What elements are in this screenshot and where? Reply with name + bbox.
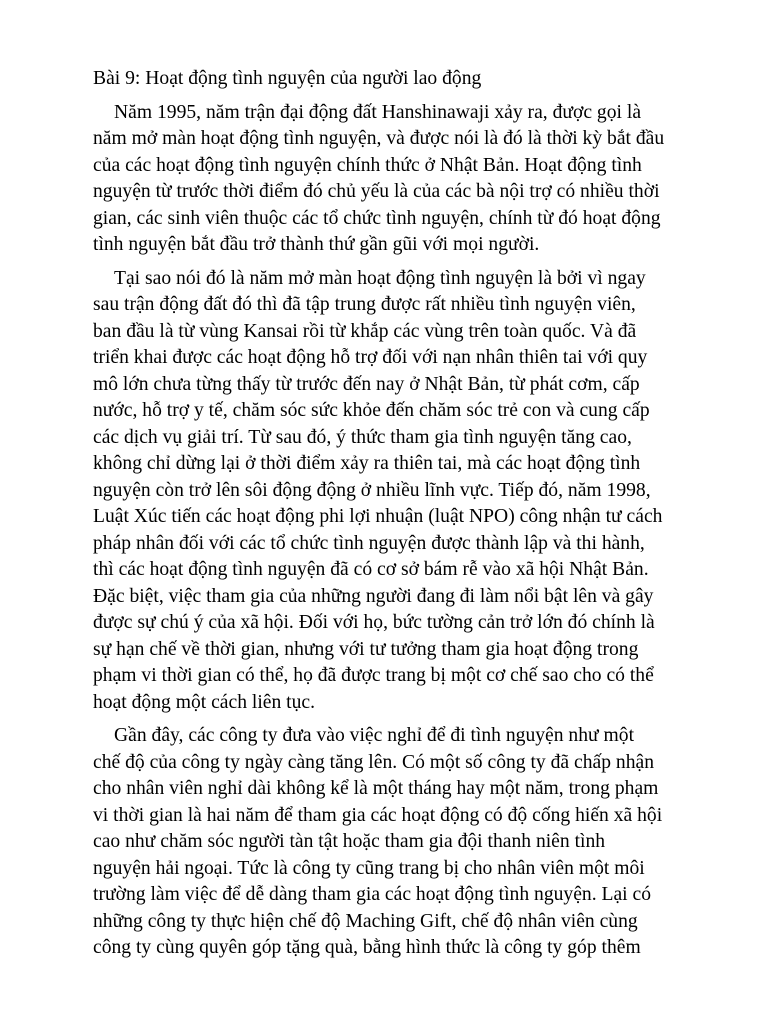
paragraph-3: Gần đây, các công ty đưa vào việc nghỉ để đi tình nguyện như một chế độ của công ty ngày càng tăng lên. Có một số công ty đã chấp nhận cho nhân viên nghỉ dài không kể là một tháng hay một năm, trong phạm vi thời gian là hai năm để tham gia các hoạt động có độ cống hiến xã hội cao như chăm sóc người tàn tật hoặc tham gia đội thanh niên tình nguyện hải ngoại. Tức là công ty cũng trang bị cho nhân viên một môi trường làm việc để dễ dàng tham gia các hoạt động tình nguyện. Lại có những công ty thực hiện chế độ Maching Gift, chế độ nhân viên cùng công ty cùng quyên góp tặng quà, bằng hình thức là công ty góp thêm	[93, 725, 663, 958]
paragraph-1: Năm 1995, năm trận đại động đất Hanshinawaji xảy ra, được gọi là năm mở màn hoạt động tình nguyện, và được nói là đó là thời kỳ bắt đầu của các hoạt động tình nguyện chính thức ở Nhật Bản. Hoạt động tình nguyện từ trước thời điểm đó chủ yếu là của các bà nội trợ có nhiều thời gian, các sinh viên thuộc các tổ chức tình nguyện, chính từ đó hoạt động tình nguyện bắt đầu trở thành thứ gần gũi với mọi người.	[93, 101, 665, 255]
document-title: Bài 9: Hoạt động tình nguyện của người lao động	[93, 68, 482, 89]
paragraph-2: Tại sao nói đó là năm mở màn hoạt động tình nguyện là bởi vì ngay sau trận động đất đó thì đã tập trung được rất nhiều tình nguyện viên, ban đầu là từ vùng Kansai rồi từ khắp các vùng trên toàn quốc. Và đã triển khai được các hoạt động hỗ trợ đối với nạn nhân thiên tai với quy mô lớn chưa từng thấy từ trước đến nay ở Nhật Bản, từ phát cơm, cấp nước, hỗ trợ y tế, chăm sóc sức khỏe đến chăm sóc trẻ con và cung cấp các dịch vụ giải trí. Từ sau đó, ý thức tham gia tình nguyện tăng cao, không chỉ dừng lại ở thời điểm xảy ra thiên tai, mà các hoạt động tình nguyện còn trở lên sôi động động ở nhiều lĩnh vực. Tiếp đó, năm 1998, Luật Xúc tiến các hoạt động phi lợi nhuận (luật NPO) công nhận tư cách pháp nhân đối với các tổ chức tình nguyện được thành lập và thi hành, thì các hoạt động tình nguyện đã có cơ sở bám rễ vào xã hội Nhật Bản. Đặc biệt, việc tham gia của những người đang đi làm nổi bật lên và gây được sự chú ý của xã hội. Đối với họ, bức tường cản trở lớn đó chính là sự hạn chế về thời gian, nhưng với tư tưởng tham gia hoạt động trong phạm vi thời gian có thể, họ đã được trang bị một cơ chế sao cho có thể hoạt động một cách liên tục.	[93, 267, 663, 713]
document-page	[93, 66, 693, 969]
